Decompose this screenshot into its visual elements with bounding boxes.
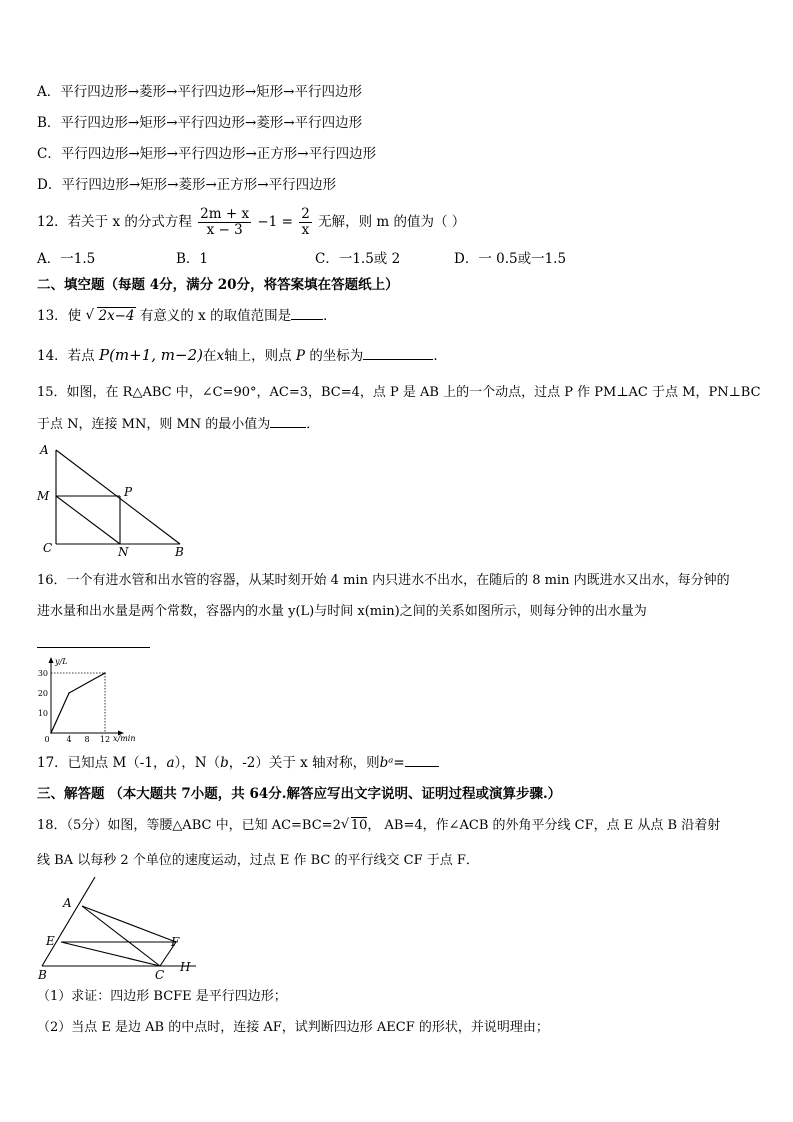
y-axis-arrow-icon	[49, 657, 54, 663]
q14-answer-blank[interactable]	[363, 347, 433, 360]
q17-mid: ），N（	[174, 755, 221, 771]
label-b: B	[175, 545, 184, 559]
q15-line-2-text: 于点 N，连接 MN，则 MN 的最小值为	[37, 417, 271, 432]
q14-suffix2: 的坐标为	[309, 348, 364, 364]
label-a: A	[40, 443, 49, 457]
segment-mn	[56, 496, 120, 544]
q15-line-2	[37, 415, 319, 434]
q18-sub-1: （1）求证：四边形 BCFE 是平行四边形；	[37, 989, 287, 1004]
q12-frac2-den: x	[301, 222, 310, 238]
option-d: D．平行四边形→矩形→菱形→正方形→平行四边形	[37, 177, 337, 193]
label-n: N	[118, 545, 129, 559]
label-h: H	[180, 960, 191, 974]
x-tick-label: 0	[44, 735, 50, 744]
section-3-heading: 三、解答题 （本大题共 7小题，共 64分.解答应写出文字说明、证明过程或演算步骤.）	[37, 786, 562, 802]
q12-mid: −1 =	[257, 214, 293, 230]
segment-ab	[56, 450, 180, 544]
q12-option-b: B．1	[176, 251, 209, 267]
radical-icon: √	[340, 817, 350, 832]
q12-frac1-num: 2m + x	[200, 206, 250, 222]
q17-mid2: ，-2）关于 x 轴对称，则	[228, 755, 380, 771]
q13-suffix: 有意义的 x 的取值范围是	[139, 308, 292, 324]
q18-figure	[34, 875, 199, 985]
label-e: E	[46, 934, 55, 948]
y-tick-label: 10	[37, 709, 48, 718]
q14-end: ．	[433, 348, 447, 364]
question-13	[37, 307, 337, 325]
q16-line-2: 进水量和出水量是两个常数，容器内的水量 y(L)与时间 x(min)之间的关系如图所示，则每分钟的出水量为	[37, 604, 647, 619]
q15-answer-blank[interactable]	[270, 415, 306, 428]
q12-fraction-1	[198, 207, 251, 238]
q15-line-1: 15．如图，在 R△ABC 中，∠C=90°，AC=3，BC=4，点 P 是 AB 上的一个动点，过点 P 作 PM⊥AC 于点 M，PN⊥BC	[37, 385, 761, 400]
radical-icon: √	[85, 307, 95, 323]
label-f: F	[171, 935, 180, 949]
label-c: C	[155, 968, 165, 982]
q16-answer-blank[interactable]	[37, 647, 150, 648]
ray-ba	[42, 877, 95, 966]
data-point	[50, 732, 52, 734]
series-line	[51, 673, 105, 733]
option-c: C．平行四边形→矩形→平行四边形→正方形→平行四边形	[37, 146, 377, 162]
q14-mid: 在	[203, 348, 217, 364]
label-c: C	[43, 541, 53, 555]
q12-prefix: 12．若关于 x 的分式方程	[37, 214, 192, 230]
q18-line-2: 线 BA 以每秒 2 个单位的速度运动，过点 E 作 BC 的平行线交 CF 于点 F．	[37, 853, 479, 868]
q18-line-1-prefix: 18．（5分）如图，等腰△ABC 中，已知 AC=BC=2	[37, 818, 341, 833]
q17-b: b	[220, 755, 229, 771]
label-m: M	[37, 489, 50, 503]
q14-prefix: 14．若点	[37, 348, 95, 364]
label-a: A	[63, 896, 72, 910]
q17-expr: bᵃ	[379, 755, 394, 771]
q12-frac2-num: 2	[301, 206, 310, 222]
x-tick-label: 8	[84, 735, 90, 744]
q18-radicand: 10	[350, 818, 368, 833]
q12-option-d: D．一 0.5或一1.5	[454, 251, 567, 267]
q17-a: a	[166, 755, 175, 771]
option-a: A．平行四边形→菱形→平行四边形→矩形→平行四边形	[37, 84, 362, 100]
x-axis-label: x/min	[113, 734, 136, 743]
q15-end: ．	[306, 417, 320, 432]
data-point	[68, 692, 70, 694]
q17-suffix: =	[393, 755, 405, 771]
q13-answer-blank[interactable]	[291, 307, 323, 320]
question-14	[37, 346, 447, 365]
q18-line-1-suffix: ， AB=4，作∠ACB 的外角平分线 CF，点 E 从点 B 沿着射	[367, 818, 721, 833]
x-tick-label: 4	[66, 735, 72, 744]
q17-answer-blank[interactable]	[405, 754, 439, 767]
segment-af	[82, 906, 176, 942]
q18-sqrt	[341, 817, 368, 835]
q12-suffix: 无解，则 m 的值为（ ）	[318, 214, 466, 230]
q12-option-c: C．一1.5或 2	[315, 251, 401, 267]
q15-figure	[34, 440, 194, 565]
q18-sub-2: （2）当点 E 是边 AB 的中点时，连接 AF，试判断四边形 AECF 的形状，并说明理由；	[37, 1020, 549, 1035]
q16-chart	[34, 655, 144, 745]
q12-option-a: A．一1.5	[37, 251, 96, 267]
y-tick-label: 30	[37, 669, 48, 678]
q14-suffix: 轴上，则点	[224, 348, 292, 364]
data-point	[104, 672, 106, 674]
q14-point: P(m+1, m−2)	[98, 346, 203, 364]
q12-frac1-den: x − 3	[206, 222, 243, 238]
q13-prefix: 13．使	[37, 308, 82, 324]
q18-line-1	[37, 817, 720, 835]
q13-radicand: 2x−4	[98, 308, 135, 324]
q14-axis: x	[216, 348, 225, 364]
label-p: P	[124, 485, 133, 499]
q12-fraction-2	[299, 207, 312, 238]
label-b: B	[38, 968, 47, 982]
y-tick-label: 20	[37, 689, 48, 698]
q16-line-1: 16．一个有进水管和出水管的容器，从某时刻开始 4 min 内只进水不出水，在随后的 8 min 内既进水又出水，每分钟的	[37, 573, 730, 588]
option-b: B．平行四边形→矩形→平行四边形→菱形→平行四边形	[37, 115, 363, 131]
section-2-heading: 二、填空题（每题 4分，满分 20分，将答案填在答题纸上）	[37, 277, 399, 293]
question-17	[37, 754, 439, 772]
q14-p: P	[295, 348, 306, 364]
q13-sqrt	[85, 307, 135, 325]
q13-end: ．	[323, 308, 337, 324]
q17-prefix: 17．已知点 M（-1，	[37, 755, 167, 771]
y-axis-label: y/L	[55, 657, 68, 666]
question-12	[37, 202, 465, 242]
x-tick-label: 12	[99, 735, 111, 744]
